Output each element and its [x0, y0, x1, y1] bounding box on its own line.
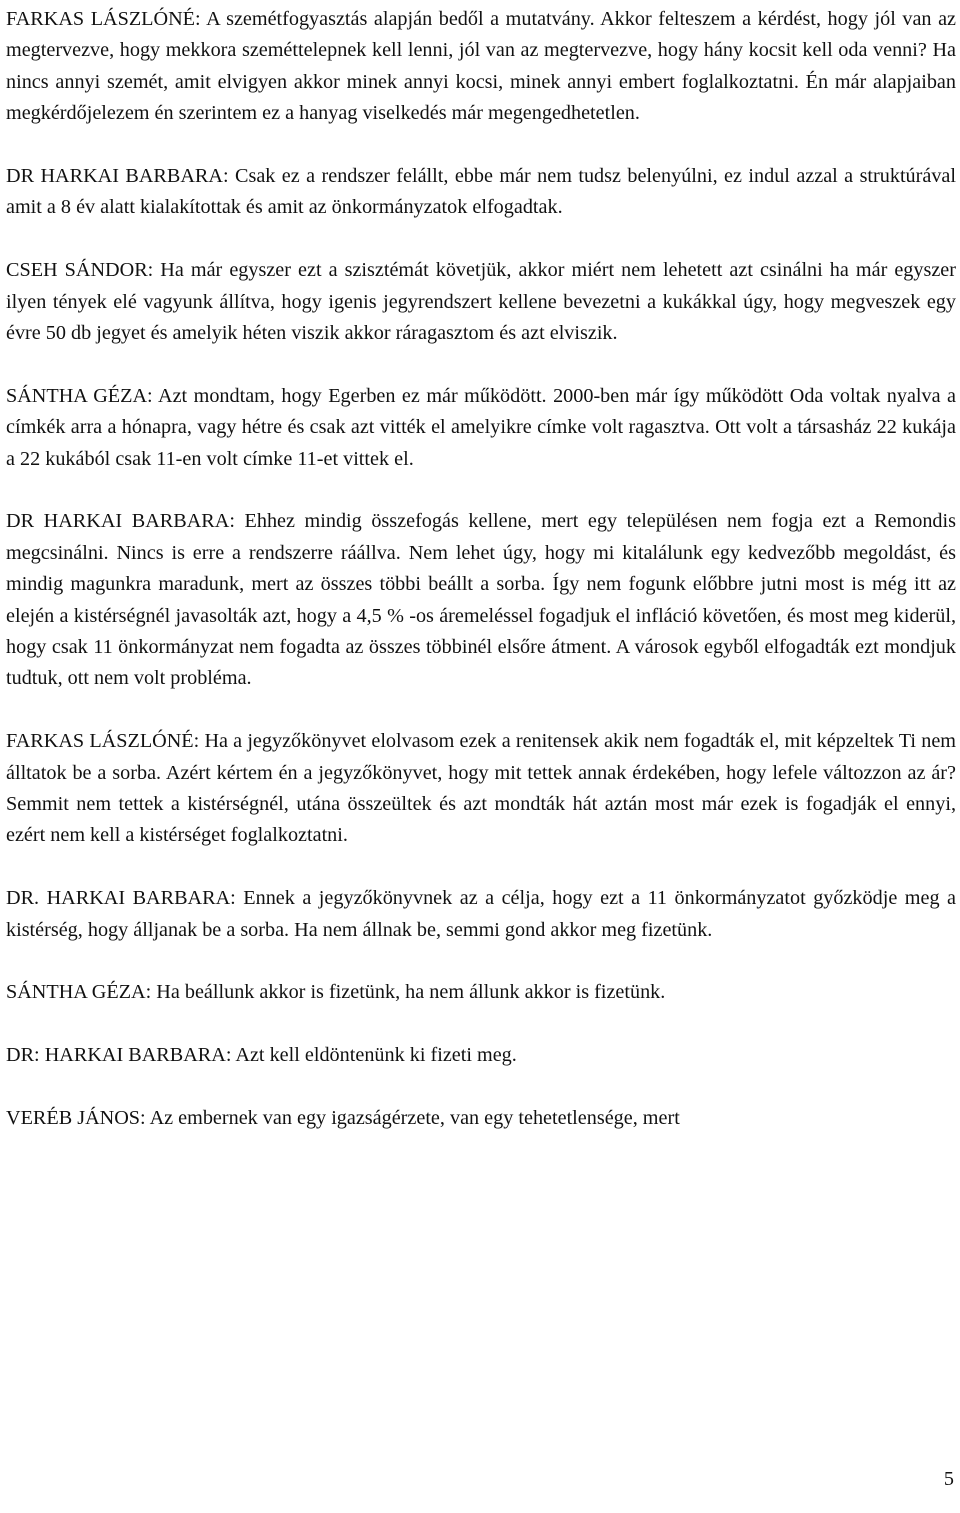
- paragraph-gap: [6, 852, 956, 883]
- paragraph-gap: [6, 224, 956, 255]
- paragraph-cseh-1: CSEH SÁNDOR: Ha már egyszer ezt a szisztémát követjük, akkor miért nem lehetett azt csinálni ha már egyszer ilyen tények elé vagyunk állítva, hogy igenis jegyrendszert kellene bevezetni a kukákkal úgy, hogy megveszek egy évre 50 db jegyet és amelyik héten viszik akkor ráragasztom és azt elviszik.: [6, 259, 956, 345]
- paragraph-harkai-1: DR HARKAI BARBARA: Csak ez a rendszer felállt, ebbe már nem tudsz belenyúlni, ez indul azzal a struktúrával amit a 8 év alatt kialakítottak és amit az önkormányzatok elfogadtak.: [6, 165, 956, 219]
- paragraph-harkai-4: DR: HARKAI BARBARA: Azt kell eldöntenünk ki fizeti meg.: [6, 1044, 517, 1067]
- paragraph-harkai-2: DR HARKAI BARBARA: Ehhez mindig összefogás kellene, mert egy településen nem fogja ezt a Remondis megcsinálni. Nincs is erre a rendszerre ráállva. Nem lehet úgy, hogy mi kitalálunk egy kedvezőbb megoldást, és mindig magunkra maradunk, mert az összes többi beállt a sorba. Így nem fogunk előbbre jutni most is még itt az elején a kistérségnél javasolták azt, hogy a 4,5 % -os áremeléssel fogadjuk el infláció követően, és most meg kiderül, hogy csak 11 önkormányzat nem fogadta az összes többinél elsőre átment. A városok egyből elfogadták ezt mondjuk tudtuk, ott nem volt probléma.: [6, 510, 956, 690]
- paragraph-gap: [6, 349, 956, 380]
- paragraph-farkas-1: FARKAS LÁSZLÓNÉ: A szemétfogyasztás alapján bedől a mutatvány. Akkor felteszem a kérdést, hogy jól van az megtervezve, hogy mekkora szeméttelepnek kell lenni, jól van az megtervezve, hogy hány kocsit kell oda venni? Ha nincs annyi szemét, amit elvigyen akkor minek annyi kocsi, minek annyi embert foglalkoztatni. Én már alapjaiban megkérdőjelezem én szerintem ez a hanyag viselkedés már megengedhetetlen.: [6, 8, 956, 125]
- paragraph-gap: [6, 1072, 956, 1103]
- document-page: [6, 4, 956, 1134]
- paragraph-gap: [6, 695, 956, 726]
- paragraph-santha-1: SÁNTHA GÉZA: Azt mondtam, hogy Egerben ez már működött. 2000-ben már így működött Oda voltak nyalva a címkék arra a hónapra, vagy hétre és csak azt vitték el amelyikre címke volt ragasztva. Ott volt a társasház 22 kukája a 22 kukából csak 11-en volt címke 11-et vittek el.: [6, 384, 956, 470]
- paragraph-gap: [6, 1009, 956, 1040]
- paragraph-gap: [6, 946, 956, 977]
- paragraph-farkas-2: FARKAS LÁSZLÓNÉ: Ha a jegyzőkönyvet elolvasom ezek a renitensek akik nem fogadták el, mit képzeltek Ti nem álltatok be a sorba. Azért kértem én a jegyzőkönyvet, hogy mit tettek annak érdekében, hogy lefele változzon az ár? Semmit nem tettek a kistérségnél, utána összeültek és azt mondták hát aztán most már ezek is fogadják el ennyi, ezért nem kell a kistérséget foglalkoztatni.: [6, 730, 956, 847]
- paragraph-santha-2: SÁNTHA GÉZA: Ha beállunk akkor is fizetünk, ha nem állunk akkor is fizetünk.: [6, 981, 666, 1004]
- paragraph-harkai-3: DR. HARKAI BARBARA: Ennek a jegyzőkönyvnek az a célja, hogy ezt a 11 önkormányzatot győzködje meg a kistérség, hogy álljanak be a sorba. Ha nem állnak be, semmi gond akkor meg fizetünk.: [6, 887, 956, 941]
- paragraph-vereb-1: VERÉB JÁNOS: Az embernek van egy igazságérzete, van egy tehetetlensége, mert: [6, 1107, 680, 1130]
- paragraph-gap: [6, 475, 956, 506]
- paragraph-gap: [6, 130, 956, 161]
- page-number: 5: [943, 1468, 954, 1490]
